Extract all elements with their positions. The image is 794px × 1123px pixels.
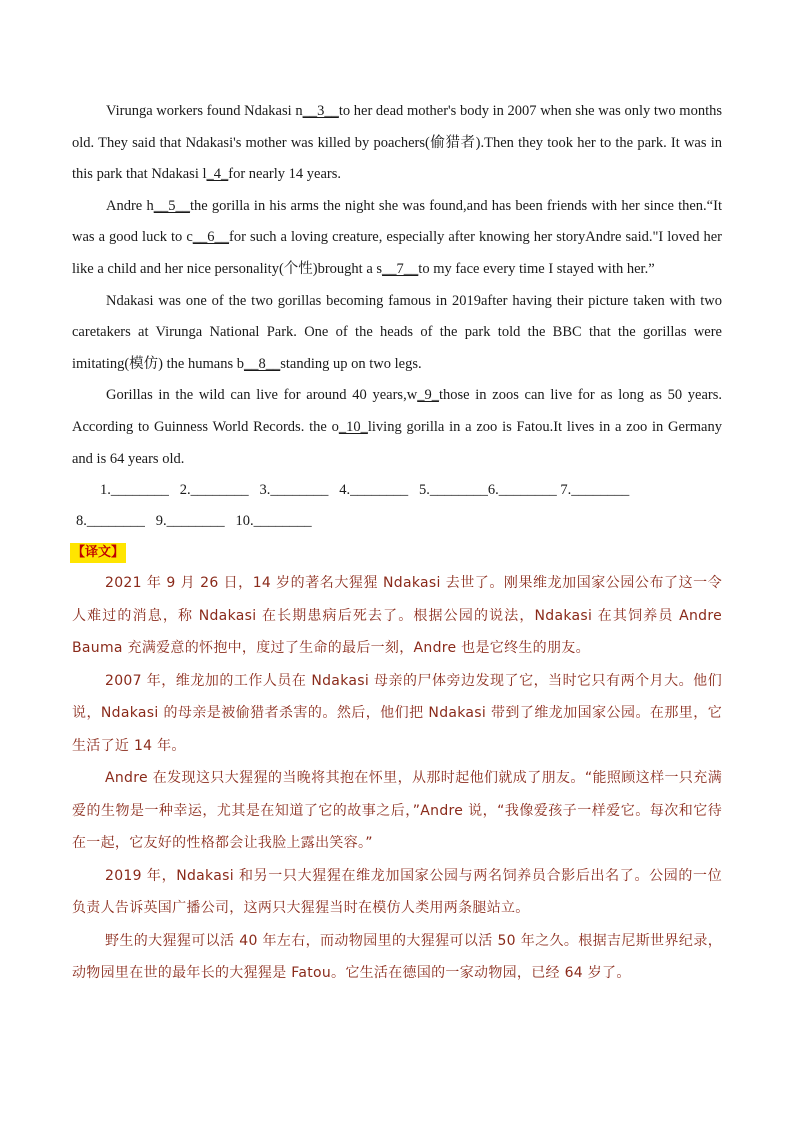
- blank-10: _10_: [338, 418, 368, 435]
- blank-8: __8__: [243, 355, 281, 372]
- text-segment: those in zoos can live for as long as 50 years. According to Guinness World Records. the o: [72, 387, 723, 435]
- blank-3: __3__: [302, 103, 339, 119]
- text-segment: Andre h: [106, 197, 154, 214]
- blank-7: __7__: [382, 260, 419, 277]
- chinese-paragraph-2: 2007 年，维龙加的工作人员在 Ndakasi 母亲的尸体旁边发现了它，当时它只有两个月大。他们说，Ndakasi 的母亲是被偷猎者杀害的。然后，他们把 Ndakasi 带到了维龙加国家公园。在那里，它生活了近 14 年。: [72, 672, 722, 754]
- chinese-translation: [72, 567, 722, 990]
- answer-blanks-row-1: 1.________ 2.________ 3.________ 4.________ 5.________6.________ 7.________: [100, 482, 630, 499]
- translation-tag: 【译文】: [70, 543, 126, 563]
- text-segment: living gorilla in a zoo is Fatou.It lives in a zoo in Germany and is 64 years old.: [72, 418, 722, 467]
- english-paragraph-3: [72, 286, 722, 381]
- blank-6: __6__: [192, 229, 230, 246]
- chinese-paragraph-3: Andre 在发现这只大猩猩的当晚将其抱在怀里，从那时起他们就成了朋友。“能照顾这样一只充满爱的生物是一种幸运，尤其是在知道了它的故事之后，”Andre 说，“我像爱孩子一样爱它。每次和它待在一起，它友好的性格都会让我脸上露出笑容。”: [72, 770, 722, 852]
- answer-blanks-row-2: 8.________ 9.________ 10.________: [76, 513, 312, 530]
- text-segment: to my face every time I stayed with her.”: [418, 260, 655, 277]
- text-segment: standing up on two legs.: [280, 355, 422, 372]
- text-segment: the gorilla in his arms the night she was found,and has been friends with her since then.“It was a good luck to c: [72, 197, 722, 246]
- text-segment: Ndakasi was one of the two gorillas becoming famous in 2019after having their picture taken with two caretakers at Virunga National Park. One of the heads of the park told the BBC that the gorillas were imitating(模仿) the humans b: [72, 292, 722, 372]
- english-paragraph-1: [72, 96, 722, 191]
- text-segment: for such a loving creature, especially after knowing her storyAndre said."I loved her like a child and her nice personality(个性)brought a s: [72, 229, 722, 277]
- text-segment: Gorillas in the wild can live for around 40 years,w: [106, 387, 418, 404]
- blank-4: _4_: [206, 166, 229, 183]
- chinese-paragraph-1: 2021 年 9 月 26 日，14 岁的著名大猩猩 Ndakasi 去世了。刚果维龙加国家公园公布了这一令人难过的消息，称 Ndakasi 在长期患病后死去了。根据公园的说法，Ndakasi 在其饲养员 Andre Bauma 充满爱意的怀抱中，度过了生命的最后一刻，Andre 也是它终生的朋友。: [72, 575, 722, 657]
- blank-5: __5__: [153, 197, 190, 214]
- text-segment: for nearly 14 years.: [228, 166, 341, 183]
- english-paragraph-4: [72, 380, 722, 475]
- document-page: [72, 96, 722, 990]
- text-segment: to her dead mother's body in 2007 when she was only two months old. They said that Ndakasi's mother was killed by poachers(偷猎者).Then they took her to the park. It was in this park that Ndakasi l: [72, 103, 722, 183]
- text-segment: Virunga workers found Ndakasi n: [106, 103, 303, 119]
- english-paragraph-2: [72, 191, 722, 286]
- chinese-paragraph-4: 2019 年，Ndakasi 和另一只大猩猩在维龙加国家公园与两名饲养员合影后出名了。公园的一位负责人告诉英国广播公司，这两只大猩猩当时在模仿人类用两条腿站立。: [72, 867, 722, 917]
- english-passage: [72, 96, 722, 475]
- blank-9: _9_: [417, 387, 439, 404]
- chinese-paragraph-5: 野生的大猩猩可以活 40 年左右，而动物园里的大猩猩可以活 50 年之久。根据吉尼斯世界纪录，动物园里在世的最年长的大猩猩是 Fatou。它生活在德国的一家动物园，已经 64 岁了。: [72, 932, 722, 982]
